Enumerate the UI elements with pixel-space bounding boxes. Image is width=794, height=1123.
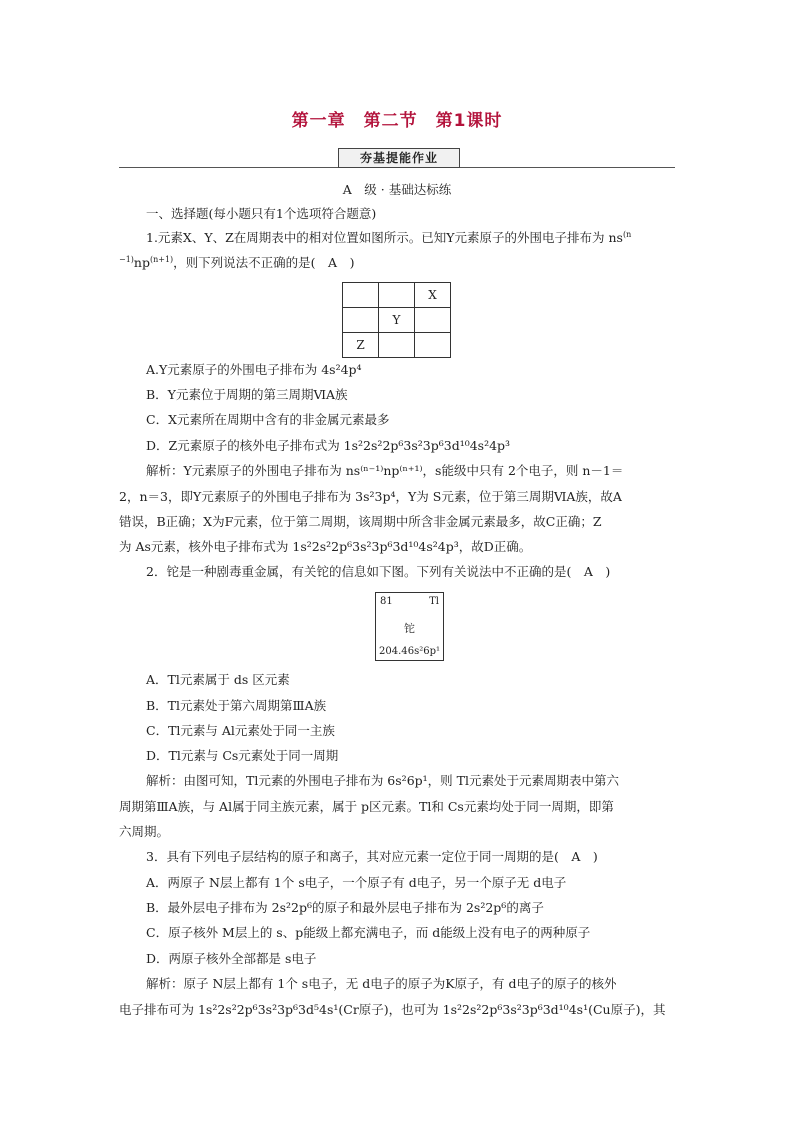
- question-type-heading: 一、选择题(每小题只有1个选项符合题意): [146, 206, 377, 221]
- q2-option-d: D．Tl元素与 Cs元素处于同一周期: [146, 748, 339, 763]
- q2-explanation-line1: 解析：由图可知，Tl元素的外围电子排布为 6s²6p¹，则 Tl元素处于元素周期表中第六: [146, 773, 619, 788]
- element-symbol: Tl: [429, 596, 439, 607]
- grid-cell: [343, 308, 379, 333]
- level-heading: A 级 · 基础达标练: [342, 182, 452, 197]
- grid-cell: [379, 333, 415, 358]
- grid-cell-y: Y: [379, 308, 415, 333]
- q1-option-a: A.Y元素原子的外围电子排布为 4s²4p⁴: [146, 362, 362, 377]
- q1-element-position-grid: [342, 282, 451, 358]
- q2-stem: 2．铊是一种剧毒重金属，有关铊的信息如下图。下列有关说法中不正确的是( A ): [146, 564, 611, 579]
- q2-option-c: C．Tl元素与 Al元素处于同一主族: [146, 723, 335, 738]
- q1-option-b: B．Y元素位于周期的第三周期ⅥA族: [146, 387, 348, 402]
- q3-option-b: B．最外层电子排布为 2s²2p⁶的原子和最外层电子排布为 2s²2p⁶的离子: [146, 900, 544, 915]
- q3-option-c: C．原子核外 M层上的 s、p能级上都充满电子，而 d能级上没有电子的两种原子: [146, 925, 591, 940]
- q1-explanation-line1: 解析：Y元素原子的外围电子排布为 ns⁽ⁿ⁻¹⁾np⁽ⁿ⁺¹⁾，s能级中只有 2个电子，则 n－1＝: [146, 463, 624, 478]
- q2-option-a: A．Tl元素属于 ds 区元素: [146, 672, 290, 687]
- q1-explanation-line3: 错误，B正确；X为F元素，位于第二周期，该周期中所含非金属元素最多，故C正确；Z: [119, 514, 602, 529]
- q3-option-d: D．两原子核外全部都是 s电子: [146, 951, 317, 966]
- q1-option-d: D．Z元素原子的核外电子排布式为 1s²2s²2p⁶3s²3p⁶3d¹⁰4s²4p³: [146, 438, 511, 453]
- q1-explanation-line4: 为 As元素，核外电子排布式为 1s²2s²2p⁶3s²3p⁶3d¹⁰4s²4p³，故D正确。: [119, 539, 532, 554]
- q1-explanation-line2: 2，n＝3，即Y元素原子的外围电子排布为 3s²3p⁴，Y为 S元素，位于第三周期ⅥA族，故A: [119, 489, 622, 504]
- element-name: 铊: [404, 622, 415, 635]
- thallium-element-card: [375, 592, 444, 661]
- grid-row: [343, 308, 451, 333]
- q2-option-b: B．Tl元素处于第六周期第ⅢA族: [146, 698, 327, 713]
- q3-stem: 3．具有下列电子层结构的原子和离子，其对应元素一定位于同一周期的是( A ): [146, 849, 598, 864]
- atomic-mass: 204.4: [379, 646, 408, 657]
- q3-explanation-line1: 解析：原子 N层上都有 1个 s电子，无 d电子的原子为K原子，有 d电子的原子的核外: [146, 976, 617, 991]
- grid-row: [343, 283, 451, 308]
- grid-cell-z: Z: [343, 333, 379, 358]
- q3-explanation-line2: 电子排布可为 1s²2s²2p⁶3s²3p⁶3d⁵4s¹(Cr原子)，也可为 1s²2s²2p⁶3s²3p⁶3d¹⁰4s¹(Cu原子)，其: [119, 1002, 666, 1017]
- grid-cell: [415, 333, 451, 358]
- section-banner: 夯基提能作业: [338, 148, 460, 168]
- q2-explanation-line3: 六周期。: [119, 824, 170, 839]
- grid-row: [343, 333, 451, 358]
- electron-config: 6s²6p¹: [407, 646, 440, 657]
- q1-option-c: C．X元素所在周期中含有的非金属元素最多: [146, 412, 390, 427]
- q2-explanation-line2: 周期第ⅢA族，与 Al属于同主族元素，属于 p区元素。Tl和 Cs元素均处于同一周期，即第: [119, 799, 614, 814]
- grid-cell: [415, 308, 451, 333]
- q3-option-a: A．两原子 N层上都有 1个 s电子，一个原子有 d电子，另一个原子无 d电子: [146, 875, 567, 890]
- q1-stem-line2: $^{-1)}np^{(n+1)}$，则下列说法不正确的是( A ): [119, 254, 355, 270]
- grid-cell: [343, 283, 379, 308]
- atomic-number: 81: [380, 596, 393, 607]
- grid-cell: [379, 283, 415, 308]
- q1-stem-line1: 1.元素X、Y、Z在周期表中的相对位置如图所示。已知Y元素原子的外围电子排布为 $ns^{(n}$: [146, 229, 632, 245]
- grid-cell-x: X: [415, 283, 451, 308]
- page-title: 第一章 第二节 第1课时: [291, 111, 503, 131]
